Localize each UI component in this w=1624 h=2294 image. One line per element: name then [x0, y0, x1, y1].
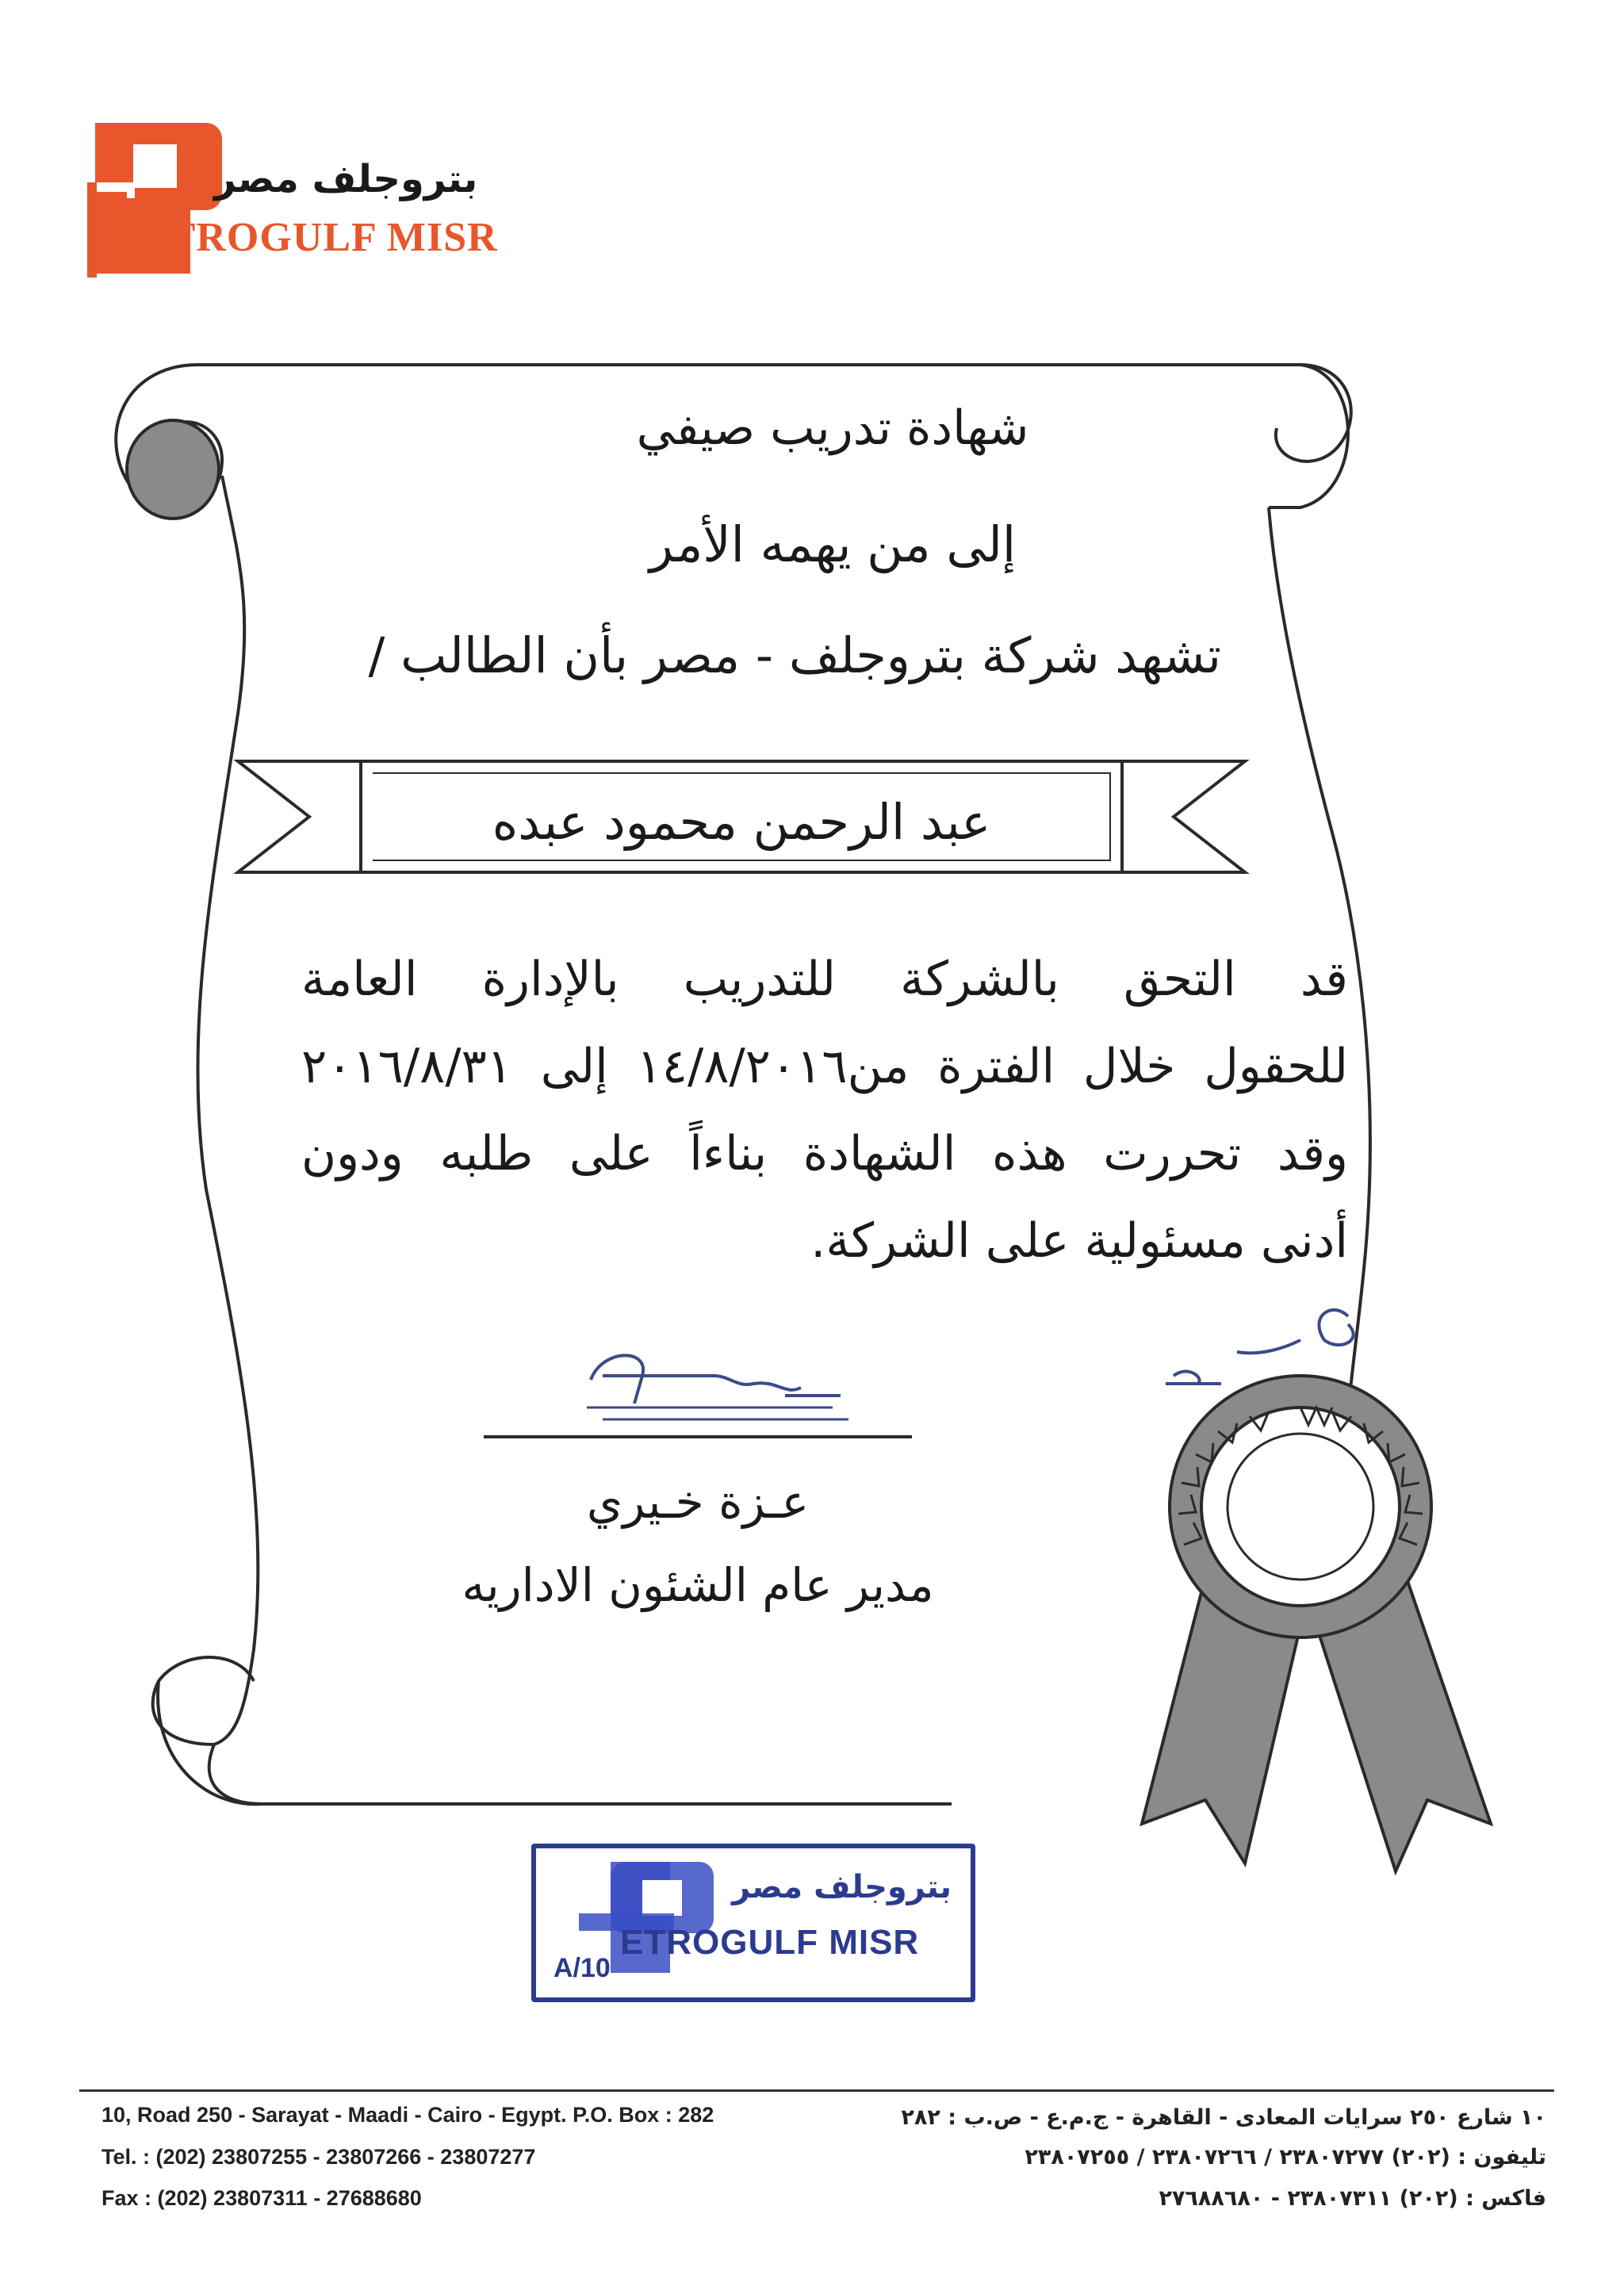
company-stamp — [531, 1844, 975, 2002]
stamp-arabic-name: بتروجلف مصر — [732, 1869, 952, 1905]
footer-address-en: 10, Road 250 - Sarayat - Maadi - Cairo - Egypt. P.O. Box : 282 — [102, 2103, 714, 2127]
signatory-name: عـزة خـيري — [586, 1475, 810, 1529]
certificate-body-line: للحقول خلال الفترة من١٤/٨/٢٠١٦ إلى ٢٠١٦/٨/٣١ — [301, 1039, 1349, 1094]
stamp-english-name: ETROGULF MISR — [620, 1923, 920, 1962]
certificate-body-line: أدنى مسئولية على الشركة. — [810, 1213, 1348, 1269]
footer-phone-ar: تليفون : (٢٠٢) ٢٣٨٠٧٢٧٧ / ٢٣٨٠٧٢٦٦ / ٢٣٨٠٧٢٥٥ — [1025, 2145, 1546, 2170]
certificate-intro: تشهد شركة بتروجلف - مصر بأن الطالب / — [368, 626, 1221, 684]
certificate-body-line: قد التحق بالشركة للتدريب بالإدارة العامة — [301, 952, 1348, 1007]
footer-phone-en: Tel. : (202) 23807255 - 23807266 - 23807277 — [102, 2145, 536, 2169]
footer-fax-en: Fax : (202) 23807311 - 27688680 — [102, 2186, 422, 2210]
certificate-body-line: وقد تحررت هذه الشهادة بناءاً على طلبه ودون — [301, 1126, 1348, 1181]
stamp-code: A/10 — [553, 1953, 611, 1983]
footer-address-ar: ١٠ شارع ٢٥٠ سرايات المعادى - القاهرة - ج.م.ع - ص.ب : ٢٨٢ — [901, 2105, 1546, 2130]
footer-divider — [79, 2089, 1554, 2092]
company-logo — [87, 111, 498, 278]
certificate-salutation: إلى من يهمه الأمر — [649, 515, 1017, 573]
signatory-title: مدير عام الشئون الاداريه — [462, 1558, 934, 1612]
signature-right-icon — [1166, 1310, 1354, 1384]
logo-english-name: ETROGULF MISR — [140, 215, 498, 260]
logo-arabic-name: بتروجلف مصر — [214, 157, 478, 201]
signature-left-icon — [591, 1355, 841, 1404]
certificate-title: شهادة تدريب صيفي — [636, 400, 1029, 456]
scroll-left-roll-icon — [127, 420, 219, 519]
student-name: عبد الرحمن محمود عبده — [492, 793, 991, 851]
footer-fax-ar: فاكس : (٢٠٢) ٢٣٨٠٧٣١١ - ٢٧٦٨٨٦٨٠ — [1159, 2186, 1546, 2211]
